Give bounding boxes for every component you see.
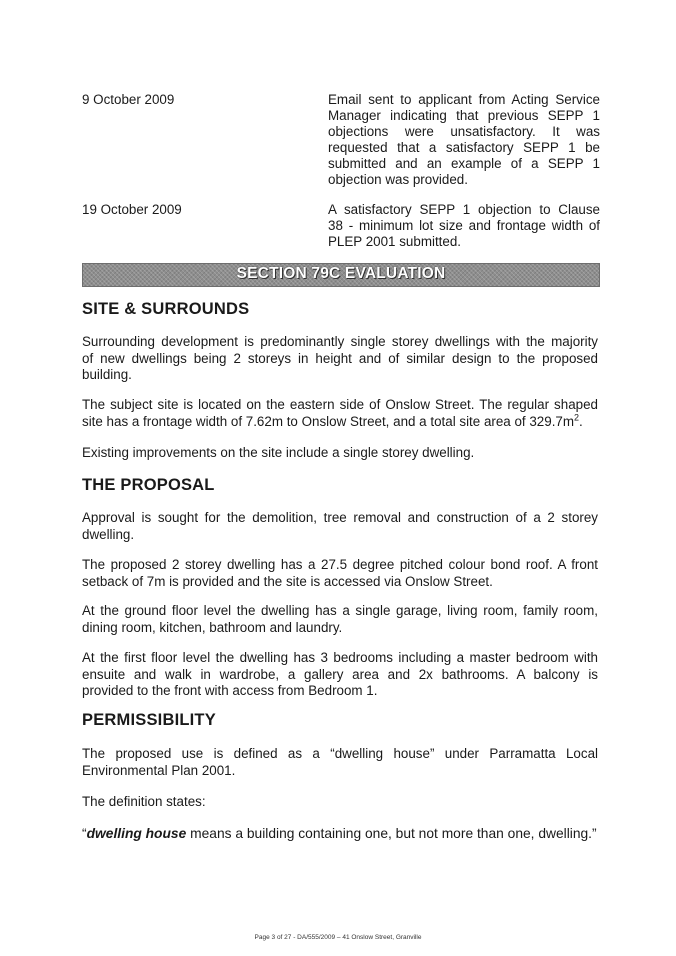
text-line: setback of 7m is provided and the site is accessed via Onslow Street. — [82, 573, 493, 589]
text-line: The subject site is located on the eastern side of Onslow Street. The regular shaped — [82, 397, 598, 412]
proposal-heading: THE PROPOSAL — [82, 476, 215, 494]
text-line: Approval is sought for the demolition, tree removal and construction of a 2 storey — [82, 510, 598, 525]
chronology-date: 19 October 2009 — [82, 202, 182, 217]
site-area-text: site has a frontage width of 7.62m to Onslow Street, and a total site area of 329.7m — [82, 413, 575, 429]
superscript: 2 — [574, 412, 580, 423]
proposal-paragraph-1 — [82, 510, 598, 543]
text-line: Surrounding development is predominantly single storey dwellings with the majority — [82, 334, 598, 349]
chronology-description — [328, 92, 600, 188]
open-quote: “ — [82, 826, 87, 841]
text-line: requested that a satisfactory SEPP 1 be — [328, 140, 600, 155]
text-line: At the first floor level the dwelling has 3 bedrooms including a master bedroom with — [82, 650, 598, 665]
chronology-description — [328, 202, 600, 250]
text-line: provided to the front with access from Bedroom 1. — [82, 683, 378, 698]
chronology-date: 9 October 2009 — [82, 92, 175, 107]
text-line: 38 - minimum lot size and frontage width of — [328, 218, 600, 233]
site-heading: SITE & SURROUNDS — [82, 300, 250, 318]
text-line — [82, 414, 598, 431]
text-line: Environmental Plan 2001. — [82, 762, 236, 778]
text-line: Email sent to applicant from Acting Service — [328, 92, 600, 107]
permissibility-paragraph-2: The definition states: — [82, 794, 206, 809]
text-line: dwelling. — [82, 526, 135, 542]
text-line: The proposed 2 storey dwelling has a 27.5 degree pitched colour bond roof. A front — [82, 557, 598, 572]
punctuation: . — [579, 413, 583, 429]
defined-term: dwelling house — [86, 826, 187, 841]
definition-quote — [82, 826, 598, 843]
proposal-paragraph-4 — [82, 650, 598, 700]
definition-text: means a building containing one, but not more than one, dwelling.” — [186, 826, 597, 841]
site-paragraph-3: Existing improvements on the site include a single storey dwelling. — [82, 445, 475, 460]
section-banner-title: SECTION 79C EVALUATION — [236, 265, 446, 282]
proposal-paragraph-2 — [82, 557, 598, 590]
page-footer: Page 3 of 27 - DA/555/2009 – 41 Onslow Street, Granville — [254, 934, 422, 941]
text-line: objections were unsatisfactory. It was — [328, 124, 600, 139]
site-paragraph-2 — [82, 397, 598, 430]
proposal-paragraph-3 — [82, 603, 598, 636]
text-line: objection was provided. — [328, 172, 468, 187]
site-paragraph-1 — [82, 334, 598, 384]
permissibility-paragraph-1 — [82, 746, 598, 779]
text-line: submitted and an example of a SEPP 1 — [328, 156, 600, 171]
text-line: of new dwellings being 2 storeys in height and of similar design to the proposed — [82, 350, 598, 366]
text-line: The proposed use is defined as a “dwelling house” under Parramatta Local — [82, 746, 598, 761]
text-line: Manager indicating that previous SEPP 1 — [328, 108, 600, 123]
text-line: ensuite and walk in wardrobe, a gallery area and 2x bathrooms. A balcony is — [82, 666, 598, 682]
permissibility-heading: PERMISSIBILITY — [82, 711, 216, 729]
text-line: At the ground floor level the dwelling has a single garage, living room, family room, — [82, 603, 598, 618]
text-line: PLEP 2001 submitted. — [328, 234, 462, 249]
text-line: A satisfactory SEPP 1 objection to Clause — [328, 202, 600, 217]
section-banner — [82, 263, 600, 287]
text-line: building. — [82, 367, 132, 382]
text-line: dining room, kitchen, bathroom and laundry. — [82, 619, 343, 635]
